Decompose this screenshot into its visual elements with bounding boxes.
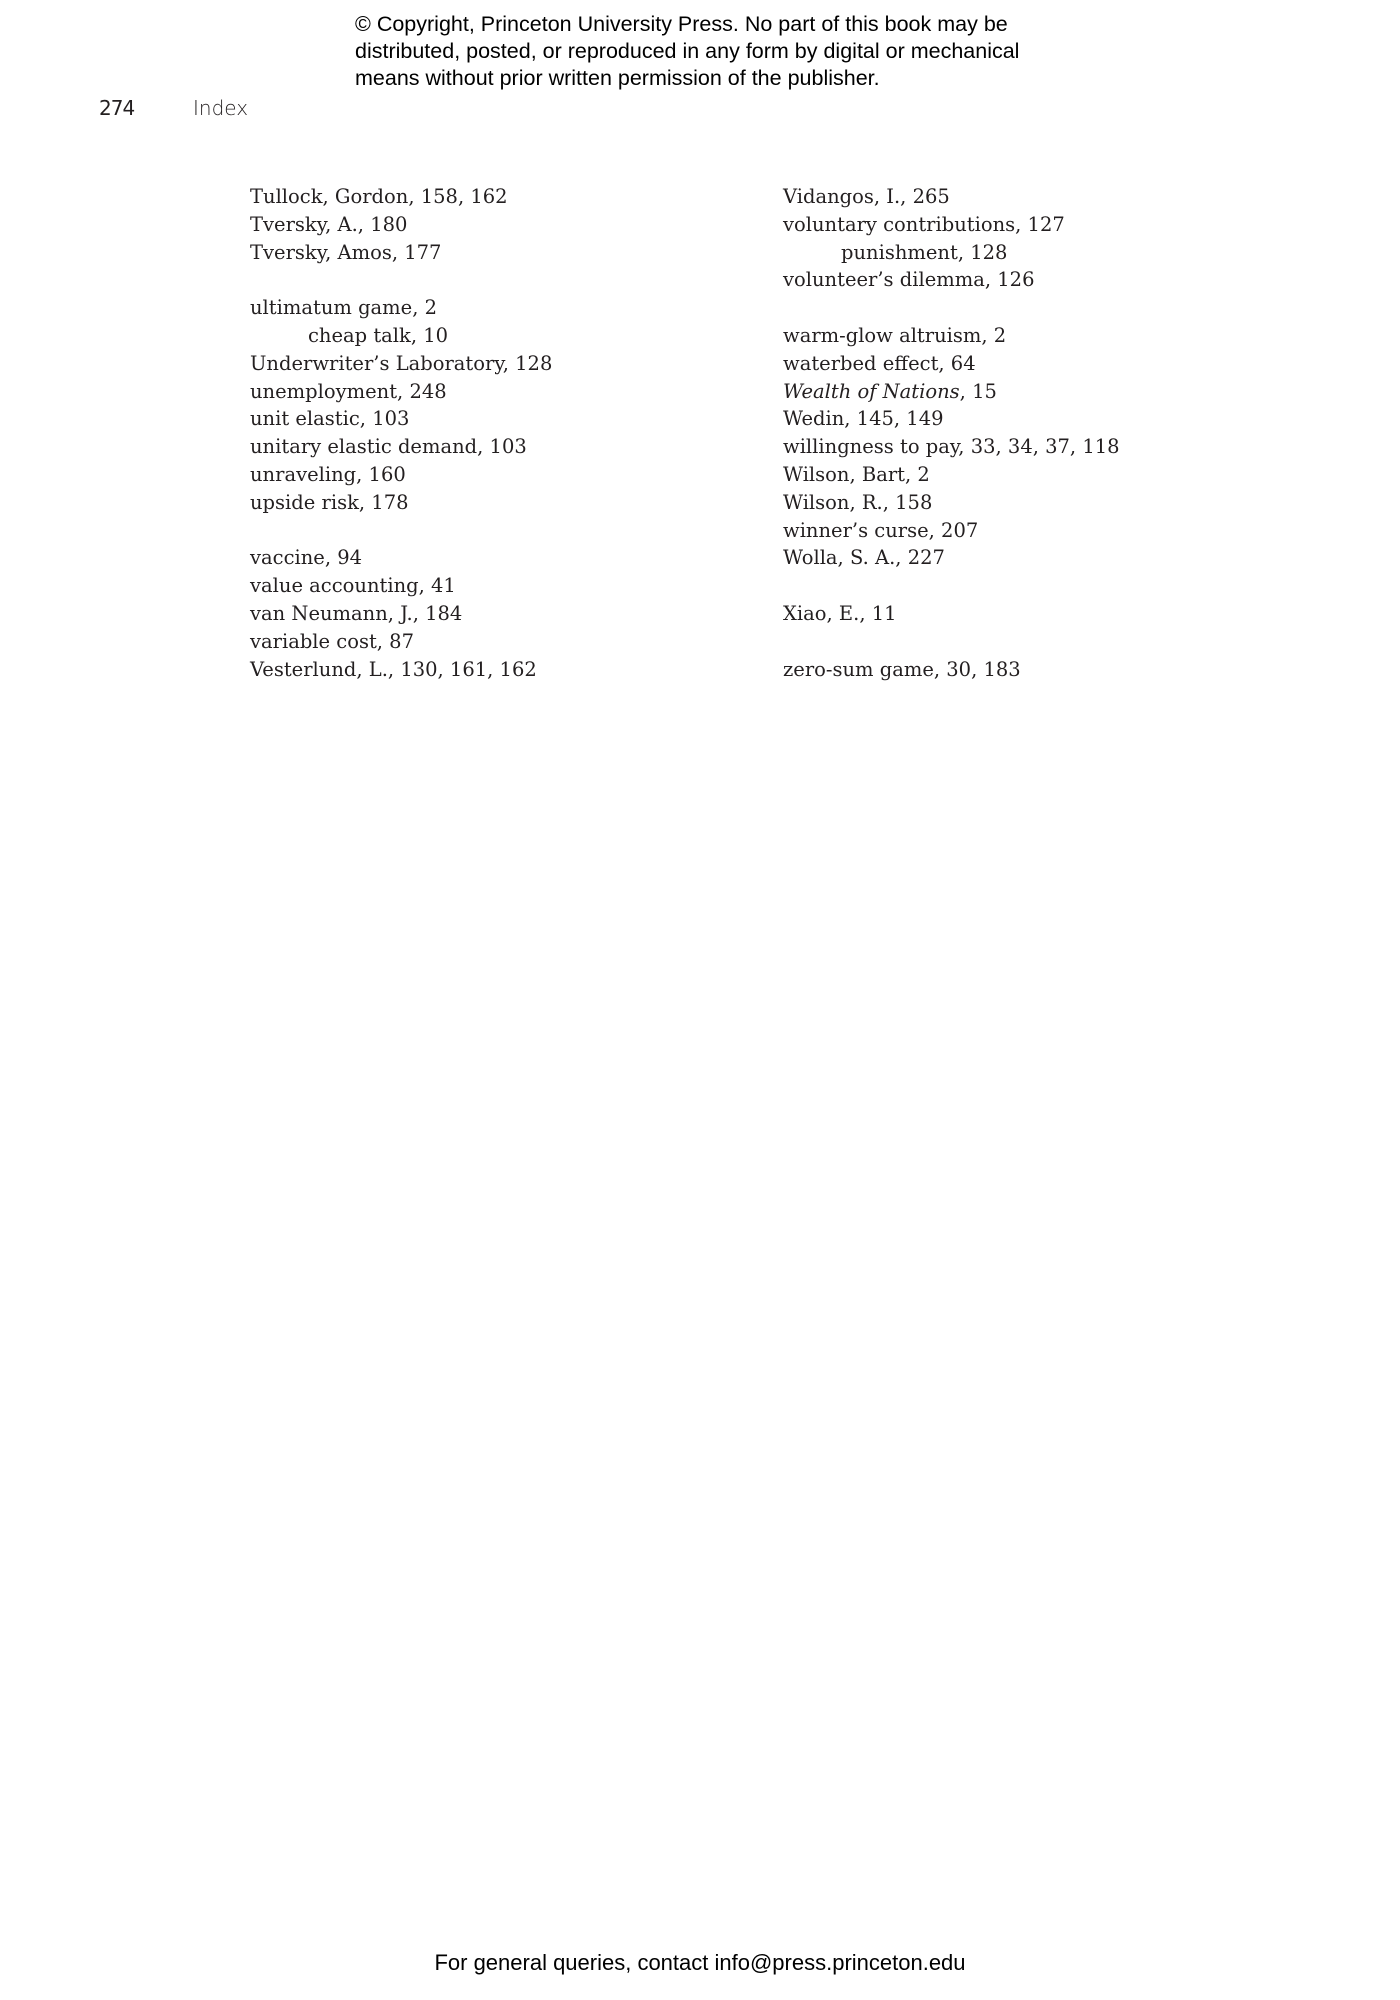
index-subentry: cheap talk, 10 (308, 323, 449, 347)
index-entry: upside risk, 178 (250, 490, 409, 514)
index-entry: Tversky, Amos, 177 (250, 240, 442, 264)
index-entry: value accounting, 41 (250, 574, 456, 598)
index-letter-group (783, 322, 1263, 572)
index-column-right (783, 183, 1263, 683)
index-entry-title: Wealth of Nations (783, 379, 960, 403)
index-entry: Tullock, Gordon, 158, 162 (250, 185, 508, 208)
index-entry: Vesterlund, L., 130, 161, 162 (250, 657, 537, 681)
index-entry: Vidangos, I., 265 (783, 185, 950, 208)
index-entry: ultimatum game, 2 (250, 296, 438, 320)
index-entry: unraveling, 160 (250, 462, 406, 486)
page-number: 274 (99, 96, 135, 120)
index-entry-pages: , 15 (959, 379, 997, 403)
index-column-left (250, 183, 730, 683)
index-entry: variable cost, 87 (250, 629, 414, 653)
index-entry: zero-sum game, 30, 183 (783, 657, 1021, 681)
index-entry: Wilson, R., 158 (783, 490, 933, 514)
index-entry: Wilson, Bart, 2 (783, 462, 930, 486)
index-entry: unitary elastic demand, 103 (250, 435, 527, 459)
index-letter-group (250, 544, 730, 683)
index-entry (783, 378, 1263, 406)
index-entry: willingness to pay, 33, 34, 37, 118 (783, 435, 1120, 459)
footer-contact: For general queries, contact info@press.princeton.edu (434, 1950, 966, 1975)
index-entry: unit elastic, 103 (250, 407, 410, 431)
index-entry: Xiao, E., 11 (783, 601, 897, 625)
index-entry: Wedin, 145, 149 (783, 407, 944, 431)
index-subentry: punishment, 128 (841, 240, 1008, 264)
index-entry: volunteer’s dilemma, 126 (783, 268, 1035, 292)
index-entry: winner’s curse, 207 (783, 518, 979, 542)
index-entry: unemployment, 248 (250, 379, 447, 403)
index-entry: Underwriter’s Laboratory, 128 (250, 351, 553, 375)
index-letter-group (783, 600, 1263, 628)
copyright-notice (355, 11, 1115, 92)
index-letter-group (250, 183, 730, 266)
copyright-line: means without prior written permission of the publisher. (355, 66, 880, 90)
index-entry: van Neumann, J., 184 (250, 601, 463, 625)
copyright-line: © Copyright, Princeton University Press. No part of this book may be (355, 12, 1008, 36)
index-letter-group (783, 183, 1263, 294)
index-entry: Tversky, A., 180 (250, 212, 408, 236)
index-entry: waterbed effect, 64 (783, 351, 976, 375)
index-letter-group (783, 656, 1263, 684)
index-entry: voluntary contributions, 127 (783, 212, 1065, 236)
index-entry: vaccine, 94 (250, 546, 363, 570)
copyright-line: distributed, posted, or reproduced in any form by digital or mechanical (355, 39, 1020, 63)
index-letter-group (250, 294, 730, 516)
section-title: Index (193, 96, 249, 120)
index-entry: Wolla, S. A., 227 (783, 546, 945, 570)
index-entry: warm-glow altruism, 2 (783, 323, 1007, 347)
running-head (0, 96, 1400, 126)
